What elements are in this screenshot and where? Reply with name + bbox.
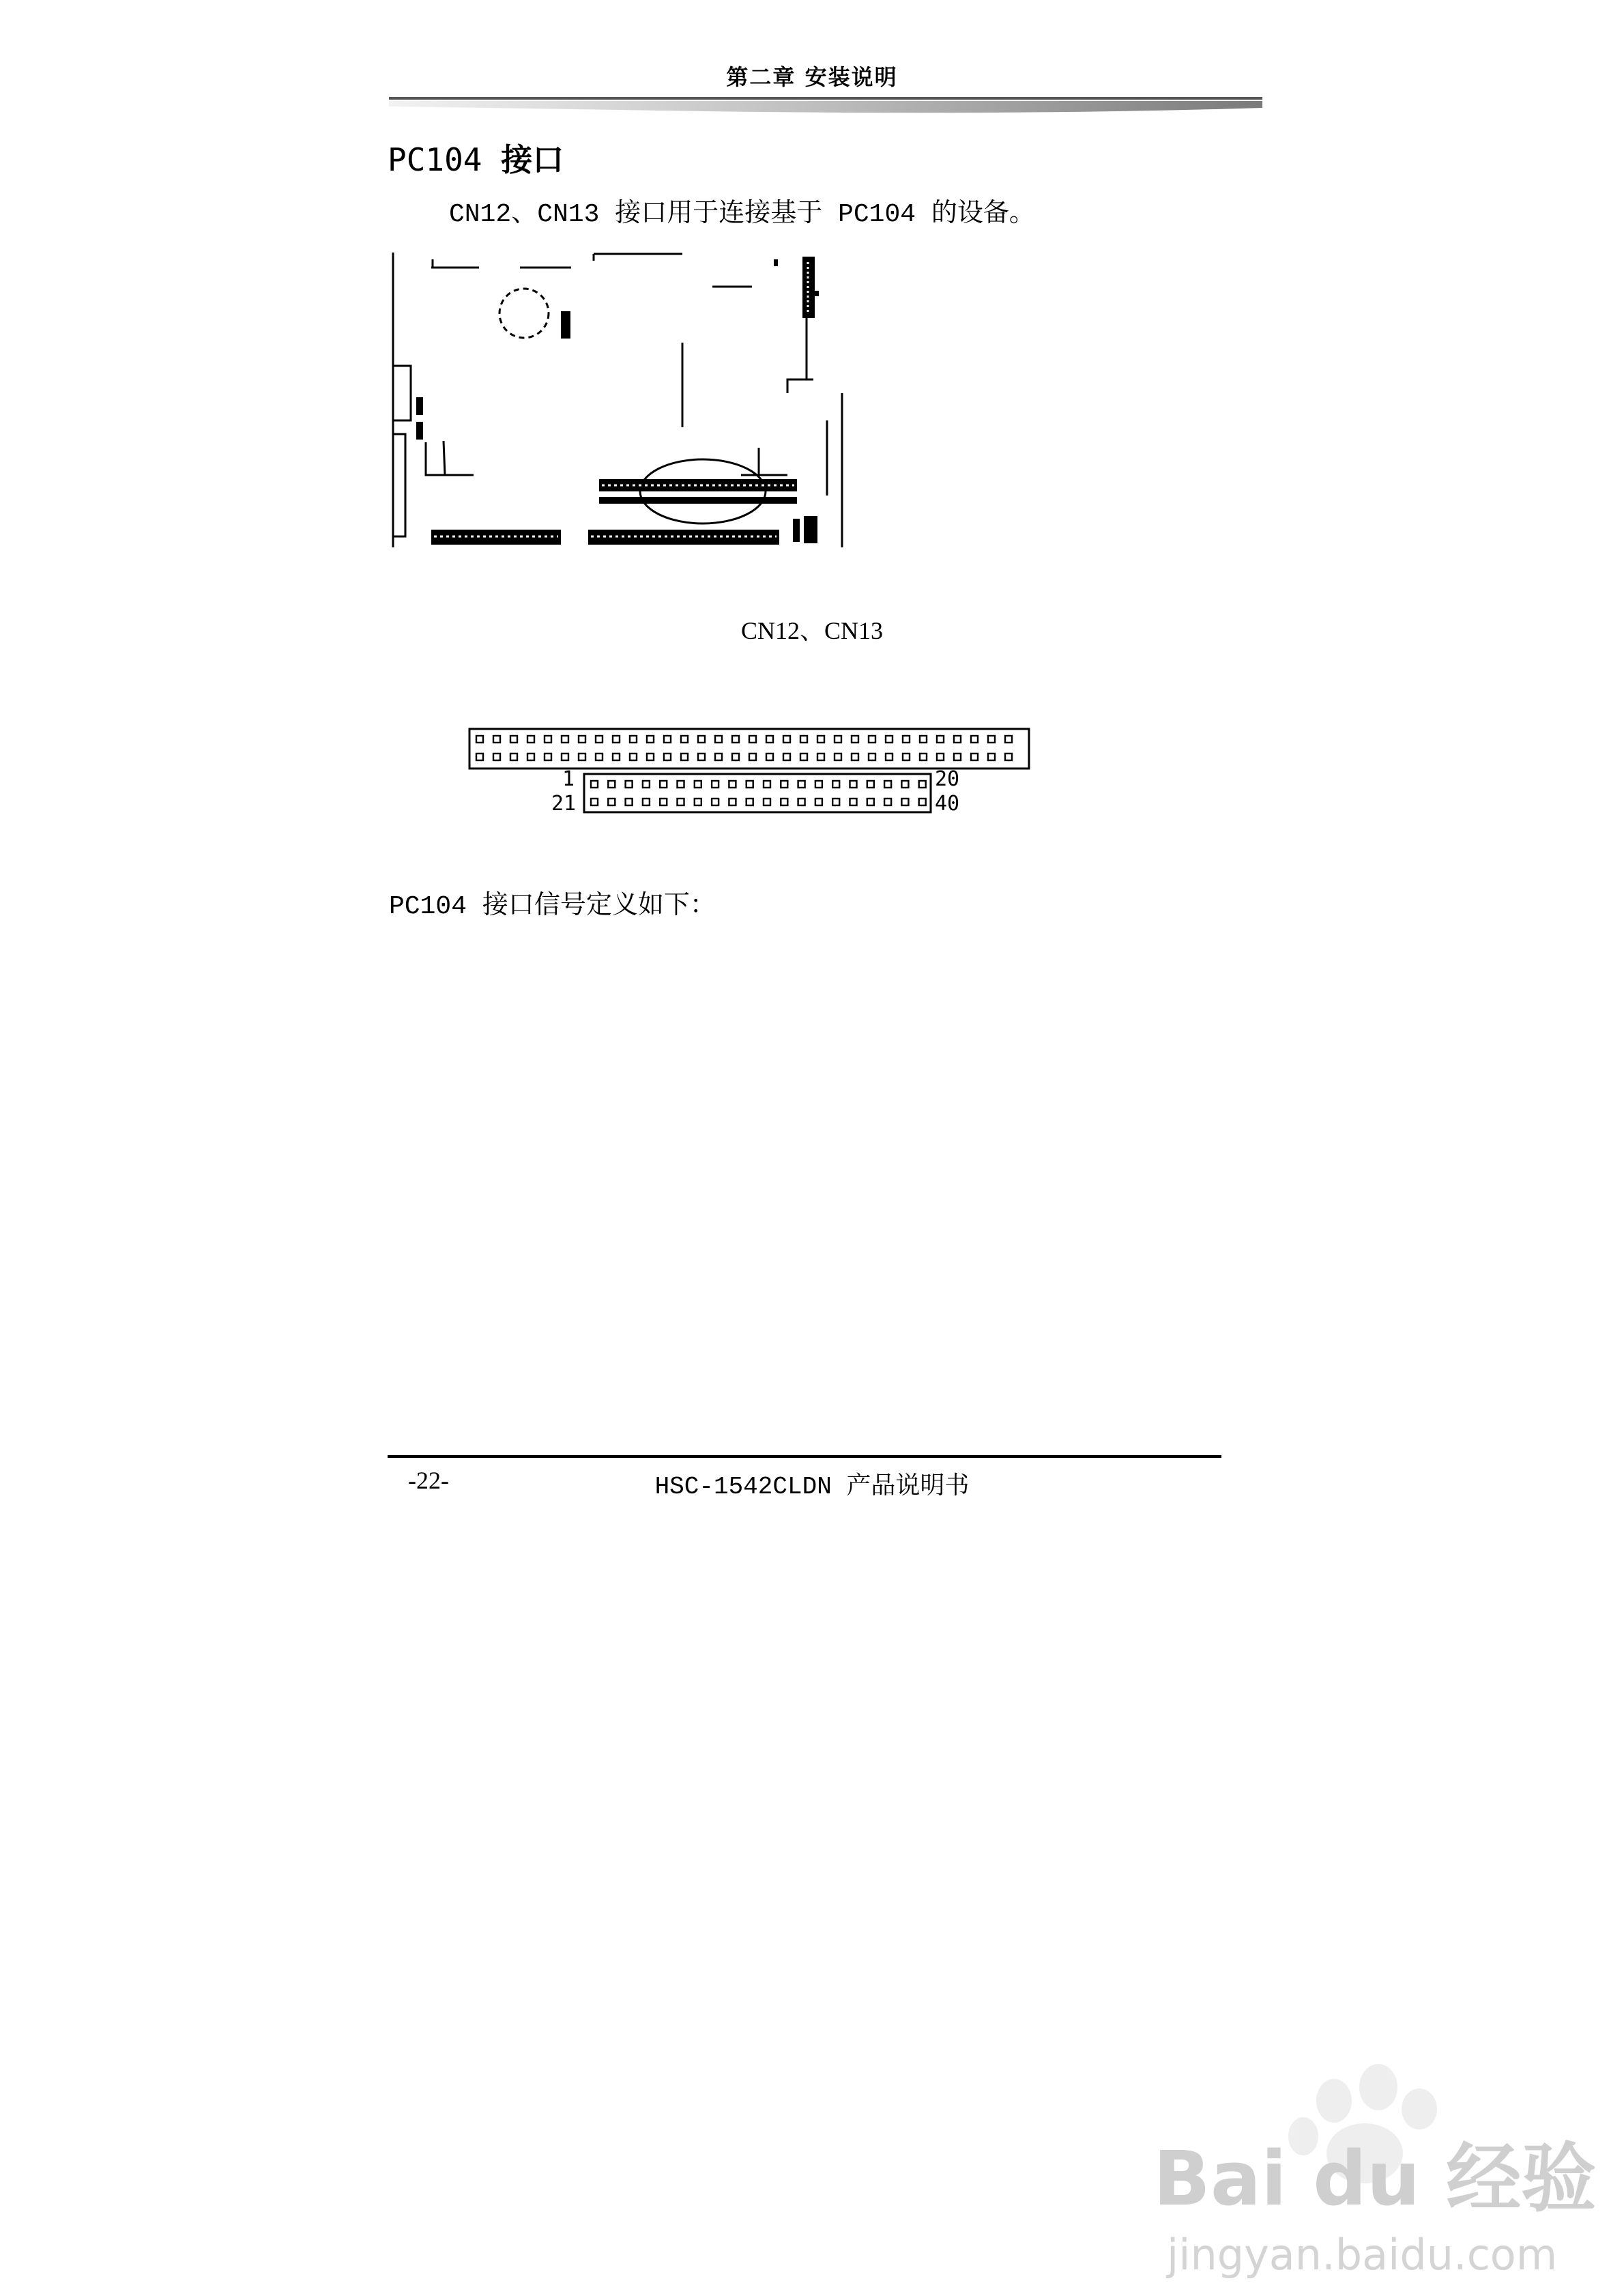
connector-pin (971, 736, 978, 743)
connector-pin (643, 799, 650, 805)
connector-pin (732, 736, 739, 743)
connector-pin (664, 754, 671, 760)
connector-pin (817, 736, 824, 743)
board-layout-diagram (390, 250, 854, 550)
connector-pin (476, 754, 483, 760)
connector-pin (596, 754, 603, 760)
connector-pin (493, 754, 500, 760)
connector-pin (715, 736, 722, 743)
connector-pin (901, 781, 908, 788)
connector-pin (988, 736, 995, 743)
connector-pin (647, 736, 654, 743)
connector-pin (764, 781, 770, 788)
connector-pin (695, 799, 701, 805)
connector-pin (749, 736, 756, 743)
connector-pin (1005, 754, 1012, 760)
connector-pin (695, 781, 701, 788)
connector-pin (1005, 736, 1012, 743)
baidu-jingyan-watermark (1140, 2061, 1604, 2286)
connector-pin (579, 754, 585, 760)
connector-pin (596, 736, 603, 743)
connector-pin (732, 754, 739, 760)
page-number: -22- (408, 1467, 449, 1494)
connector-pin (660, 781, 667, 788)
section-heading (388, 135, 564, 180)
connector-pin (613, 754, 620, 760)
connector-pin (901, 799, 908, 805)
connector-pin (817, 754, 824, 760)
connector-pin (852, 736, 858, 743)
connector-pin (903, 754, 910, 760)
connector-pin (681, 754, 688, 760)
connector-pin (954, 736, 961, 743)
intro-paragraph: CN12、CN13 接口用于连接基于 PC104 的设备。 (449, 200, 1035, 229)
connector-pin (783, 754, 790, 760)
watermark-brand-text: Bai du 经验 (1153, 2135, 1597, 2222)
connector-pin (715, 754, 722, 760)
connector-pin (591, 799, 598, 805)
connector-pin (798, 799, 805, 805)
connector-pin (800, 754, 807, 760)
connector-pin (664, 736, 671, 743)
header-decorative-rule (389, 96, 1262, 123)
connector-pin (579, 736, 585, 743)
connector-pin (781, 781, 787, 788)
connector-pin (783, 736, 790, 743)
connector-pin (698, 754, 705, 760)
connector-pin (766, 754, 773, 760)
connector-pin (800, 736, 807, 743)
connector-pin (729, 799, 736, 805)
connector-pin (850, 781, 857, 788)
pin-label-40: 40 (935, 792, 960, 816)
connector-pin (815, 781, 822, 788)
connector-pin (626, 781, 633, 788)
connector-pin (493, 736, 500, 743)
connector-pin (850, 799, 857, 805)
connector-pin (712, 781, 719, 788)
connector-pin (527, 754, 534, 760)
connector-pin (630, 754, 637, 760)
connector-pin (678, 781, 684, 788)
connector-pin (746, 781, 753, 788)
chapter-title: 第二章 安装说明 (726, 64, 898, 90)
connector-pin (647, 754, 654, 760)
watermark-url-text: jingyan.baidu.com (1167, 2230, 1558, 2280)
connector-pin (971, 754, 978, 760)
connector-pin (867, 781, 874, 788)
connector-pin (815, 799, 822, 805)
connector-pin (527, 736, 534, 743)
connector-pin (903, 736, 910, 743)
connector-pin (920, 736, 927, 743)
pin-label-20: 20 (935, 767, 960, 791)
connector-pin (608, 799, 615, 805)
connector-pin (886, 736, 893, 743)
connector-pin (919, 799, 926, 805)
figure-caption: CN12、CN13 (740, 617, 884, 644)
connector-pin (869, 736, 875, 743)
section-heading-text: 接口 (501, 141, 564, 178)
connector-pin (766, 736, 773, 743)
connector-pin (591, 781, 598, 788)
connector-pin (937, 754, 944, 760)
connector-pin (884, 781, 891, 788)
pin-label-1: 1 (562, 767, 575, 791)
connector-pin (545, 754, 551, 760)
footer-doc-title: HSC-1542CLDN 产品说明书 (654, 1473, 970, 1501)
connector-pin (852, 754, 858, 760)
connector-pin (626, 799, 633, 805)
connector-pin (835, 736, 841, 743)
connector-pin (798, 781, 805, 788)
connector-pin (510, 754, 517, 760)
footer-rule (388, 1455, 1221, 1458)
connector-pin (869, 754, 875, 760)
connector-pin (920, 754, 927, 760)
connector-pin (698, 736, 705, 743)
connector-pin (832, 781, 839, 788)
connector-pin (884, 799, 891, 805)
connector-pin (835, 754, 841, 760)
connector-pin (832, 799, 839, 805)
connector-pin (764, 799, 770, 805)
connector-pin (681, 736, 688, 743)
connector-pin (781, 799, 787, 805)
connector-pin (749, 754, 756, 760)
connector-pin (562, 736, 568, 743)
connector-pin (630, 736, 637, 743)
connector-pin (545, 736, 551, 743)
connector-pin (712, 799, 719, 805)
connector-pin (660, 799, 667, 805)
signals-intro-line: PC104 接口信号定义如下： (389, 892, 716, 921)
connector-pin (613, 736, 620, 743)
connector-pin (954, 754, 961, 760)
connector-pin (643, 781, 650, 788)
connector-pin (729, 781, 736, 788)
connector-pin (988, 754, 995, 760)
connector-pin (562, 754, 568, 760)
pin-label-21: 21 (551, 792, 577, 816)
connector-pin (937, 736, 944, 743)
connector-pin (476, 736, 483, 743)
connector-pin (919, 781, 926, 788)
connector-pin (886, 754, 893, 760)
connector-pin (867, 799, 874, 805)
section-heading-code: PC104 (388, 141, 482, 178)
connector-pin (678, 799, 684, 805)
connector-pin (746, 799, 753, 805)
connector-pin (608, 781, 615, 788)
connector-pin (510, 736, 517, 743)
